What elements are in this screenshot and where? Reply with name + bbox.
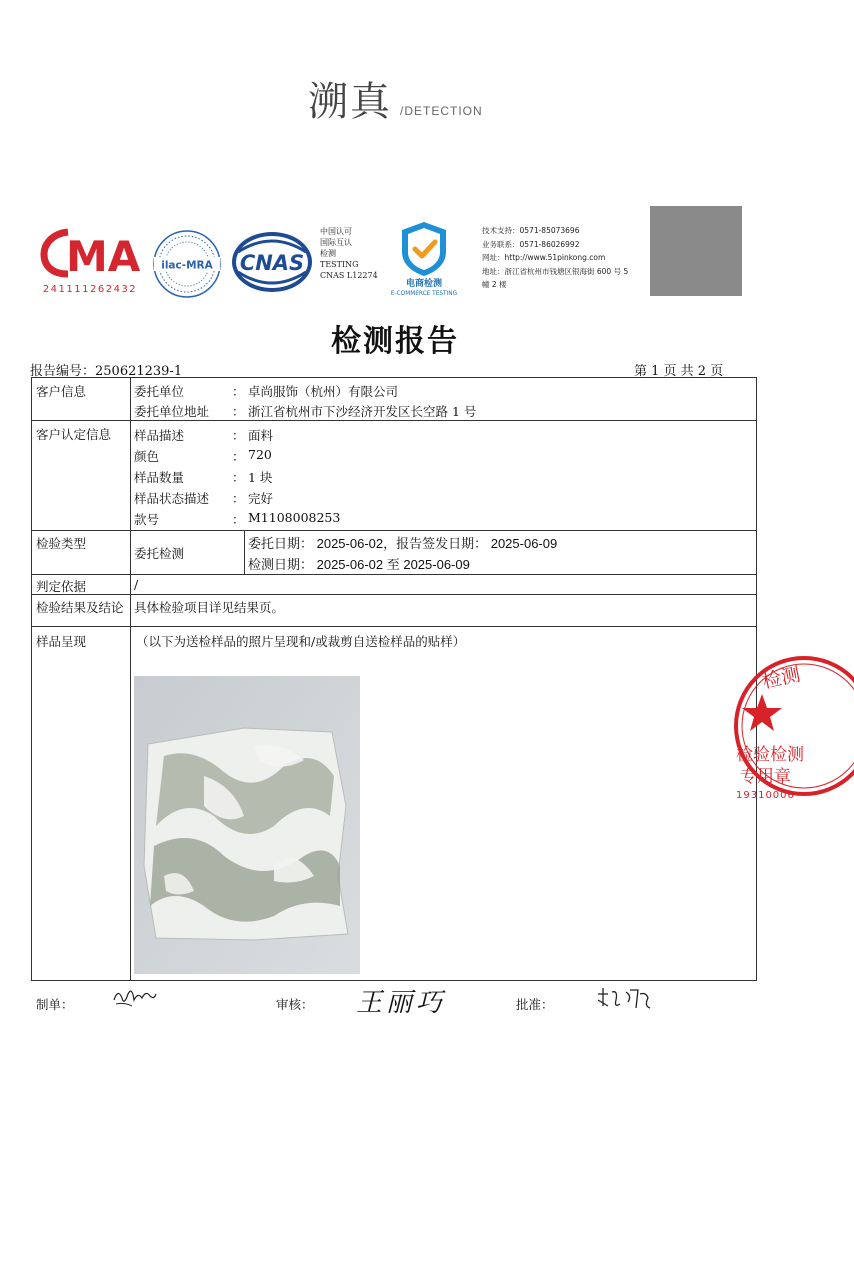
ilac-mra-logo xyxy=(152,229,222,299)
reviewed-by-label: 审核： xyxy=(276,997,314,1012)
approver-signature xyxy=(594,986,654,1014)
ecommerce-testing-logo xyxy=(388,218,460,296)
color-value: 720 xyxy=(248,447,272,462)
client-name: 卓尚服饰（杭州）有限公司 xyxy=(248,384,399,399)
report-title: 检测报告 xyxy=(331,324,459,359)
presentation-header: 样品呈现 xyxy=(36,634,87,649)
contact-info xyxy=(482,224,647,292)
recognition-text: 中国认可 国际互认 检测 TESTING CNAS L12274 xyxy=(320,227,378,280)
client-info-header: 客户信息 xyxy=(36,384,87,399)
ilac-text: ilac-MRA xyxy=(161,259,213,272)
client-address: 浙江省杭州市下沙经济开发区长空路 1 号 xyxy=(248,404,477,419)
commission-dates: 委托日期： 2025-06-02，报告签发日期： 2025-06-09 xyxy=(248,536,558,551)
client-label: 委托单位 xyxy=(134,384,185,399)
contact-address-cont: 幢 2 楼 xyxy=(482,280,507,289)
sample-info-header: 客户认定信息 xyxy=(36,427,112,442)
contact-tech: 技术支持：0571-85073696 xyxy=(482,226,580,235)
ecommerce-en: E-COMMERCE TESTING xyxy=(390,291,458,297)
cnas-text: CNAS xyxy=(239,251,305,275)
report-table: 客户信息 委托单位 ： 卓尚服饰（杭州）有限公司 委托单位地址 ： 浙江省杭州市下沙经济开发区长空路 1 号 客户认定信息 样品描述 ： 面料 颜色 ： 720 样品数量 ： 1 块 样品状态描述 ： 完好 款号 ： M1108008253 检验类型 委托检测 委托日期： 2025-06-02，报告签发日期： 2025-06-09 检测日期： 2025-06-02 至 2025-06-09 判定依据 / 检验结果及结论 具体检验项目详见结果页。 样品呈现 （以下为送检样品的照片呈现和/或裁剪自送检样品的贴样） xyxy=(31,377,757,981)
cma-text: MA xyxy=(66,232,141,281)
inspection-type-header: 检验类型 xyxy=(36,536,87,551)
brand-name: 溯真 xyxy=(308,79,392,125)
condition-value: 完好 xyxy=(248,491,274,506)
contact-website: 网址：http://www.51pinkong.com xyxy=(482,253,606,262)
quantity-value: 1 块 xyxy=(248,470,273,485)
stamp-code: 19310006 xyxy=(736,790,795,801)
sample-desc: 面料 xyxy=(248,428,274,443)
contact-business: 业务联系：0571-86026992 xyxy=(482,239,580,249)
test-dates: 检测日期： 2025-06-02 至 2025-06-09 xyxy=(248,557,470,572)
approved-by-label: 批准： xyxy=(516,997,554,1012)
client-address-label: 委托单位地址 xyxy=(134,404,210,419)
presentation-note: （以下为送检样品的照片呈现和/或裁剪自送检样品的贴样） xyxy=(136,634,466,649)
prepared-by-signature xyxy=(110,984,160,1012)
result-header: 检验结果及结论 xyxy=(36,600,124,615)
qr-code-blurred xyxy=(650,206,742,296)
inspection-type: 委托检测 xyxy=(134,546,185,561)
report-number: 报告编号：250621239-1 xyxy=(30,364,183,379)
condition-label: 样品状态描述 xyxy=(134,491,210,506)
page-info: 第 1 页 共 2 页 xyxy=(634,364,724,379)
color-label: 颜色 xyxy=(134,449,160,464)
brand-subtitle: /DETECTION xyxy=(400,104,483,118)
cma-logo xyxy=(38,226,142,296)
reviewer-signature: 王丽巧 xyxy=(356,988,447,1018)
cnas-logo xyxy=(230,230,314,294)
result-value: 具体检验项目详见结果页。 xyxy=(134,600,285,615)
basis-header: 判定依据 xyxy=(36,579,87,594)
inspection-seal-stamp xyxy=(734,646,854,806)
basis-value: / xyxy=(134,577,139,592)
cma-number: 241111262432 xyxy=(42,284,138,295)
stamp-top-text: 检测 xyxy=(760,663,803,693)
ecommerce-cn: 电商检测 xyxy=(405,279,443,289)
stamp-middle-text: 专用章 xyxy=(740,767,791,787)
style-no-label: 款号 xyxy=(134,512,160,527)
stamp-bottom-text: 检验检测 xyxy=(736,745,804,765)
sample-photo xyxy=(134,676,360,974)
quantity-label: 样品数量 xyxy=(134,470,185,485)
contact-address: 地址：浙江省杭州市钱塘区银海街 600 号 5 xyxy=(482,266,629,276)
sample-desc-label: 样品描述 xyxy=(134,428,185,443)
style-no-value: M1108008253 xyxy=(248,510,341,525)
prepared-by-label: 制单： xyxy=(36,997,74,1012)
